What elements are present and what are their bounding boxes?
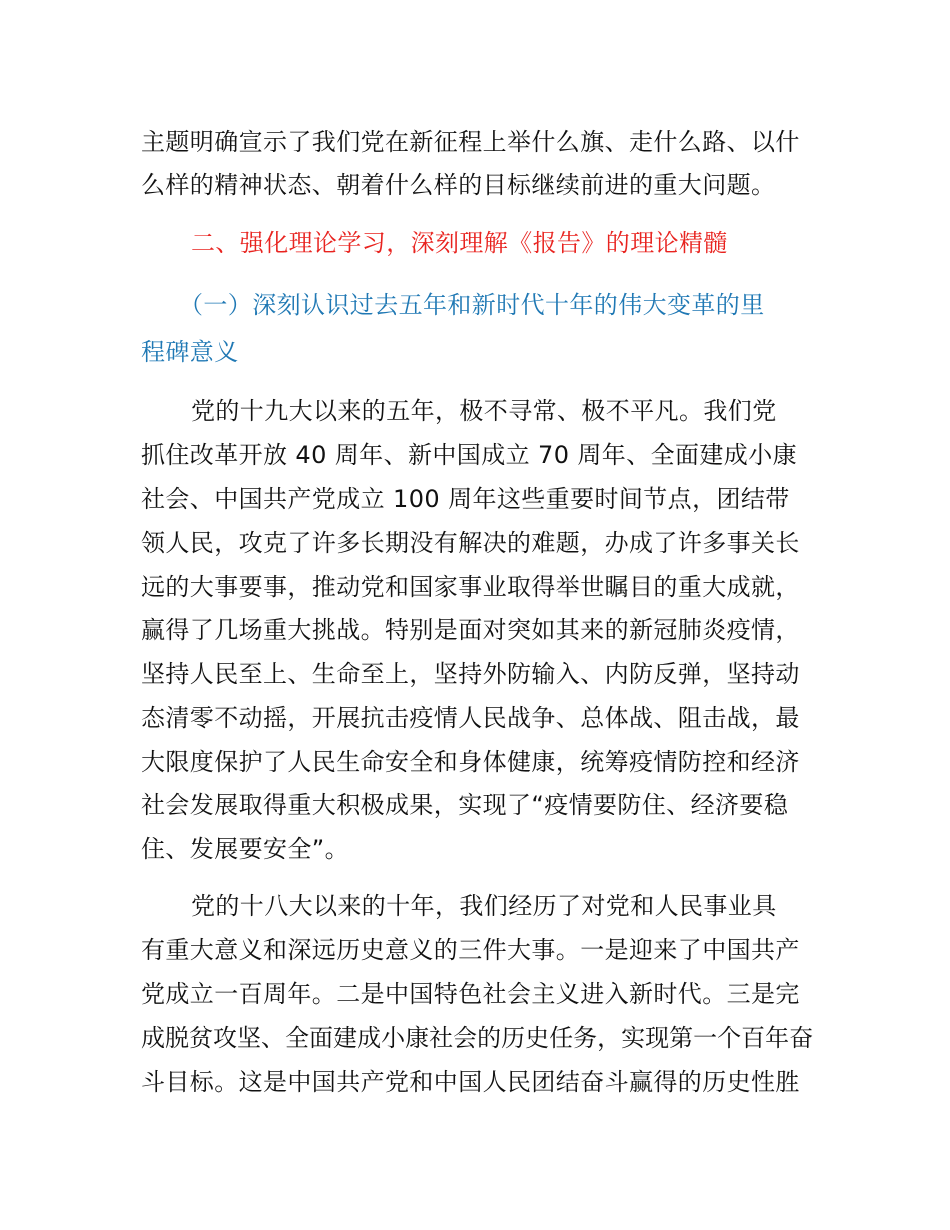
paragraph1-line-2: 抓住改革开放 40 周年、新中国成立 70 周年、全面建成小康 [141,441,797,469]
paragraph2-line-1: 党的十八大以来的十年，我们经历了对党和人民事业具 [191,892,777,920]
paragraph1-line-3: 社会、中国共产党成立 100 周年这些重要时间节点，团结带 [141,485,790,513]
paragraph1-line-5: 远的大事要事，推动党和国家事业取得举世瞩目的重大成就， [141,573,800,601]
paragraph1-line-1: 党的十九大以来的五年，极不寻常、极不平凡。我们党 [191,397,777,425]
intro-line-2: 么样的精神状态、朝着什么样的目标继续前进的重大问题。 [141,171,776,199]
paragraph2-line-2: 有重大意义和深远历史意义的三件大事。一是迎来了中国共产 [141,936,800,964]
paragraph2-line-4: 成脱贫攻坚、全面建成小康社会的历史任务，实现第一个百年奋 [141,1024,814,1052]
paragraph1-line-10: 社会发展取得重大积极成果，实现了“疫情要防住、经济要稳 [141,791,789,819]
paragraph1-line-4: 领人民，攻克了许多长期没有解决的难题，办成了许多事关长 [141,529,800,557]
paragraph1-line-9: 大限度保护了人民生命安全和身体健康，统筹疫情防控和经济 [141,748,800,776]
paragraph2-line-5: 斗目标。这是中国共产党和中国人民团结奋斗赢得的历史性胜 [141,1068,800,1096]
subsection-heading-line-2: 程碑意义 [141,338,239,366]
paragraph1-line-11: 住、发展要安全”。 [141,835,350,863]
paragraph1-line-8: 态清零不动摇，开展抗击疫情人民战争、总体战、阻击战，最 [141,704,800,732]
intro-line-1: 主题明确宣示了我们党在新征程上举什么旗、走什么路、以什 [141,128,800,156]
paragraph1-line-6: 赢得了几场重大挑战。特别是面对突如其来的新冠肺炎疫情， [141,616,800,644]
paragraph1-line-7: 坚持人民至上、生命至上，坚持外防输入、内防反弹，坚持动 [141,660,800,688]
subsection-heading-line-1: （一）深刻认识过去五年和新时代十年的伟大变革的里 [179,291,765,319]
section-heading: 二、强化理论学习，深刻理解《报告》的理论精髓 [191,229,728,257]
paragraph2-line-3: 党成立一百周年。二是中国特色社会主义进入新时代。三是完 [141,980,800,1008]
